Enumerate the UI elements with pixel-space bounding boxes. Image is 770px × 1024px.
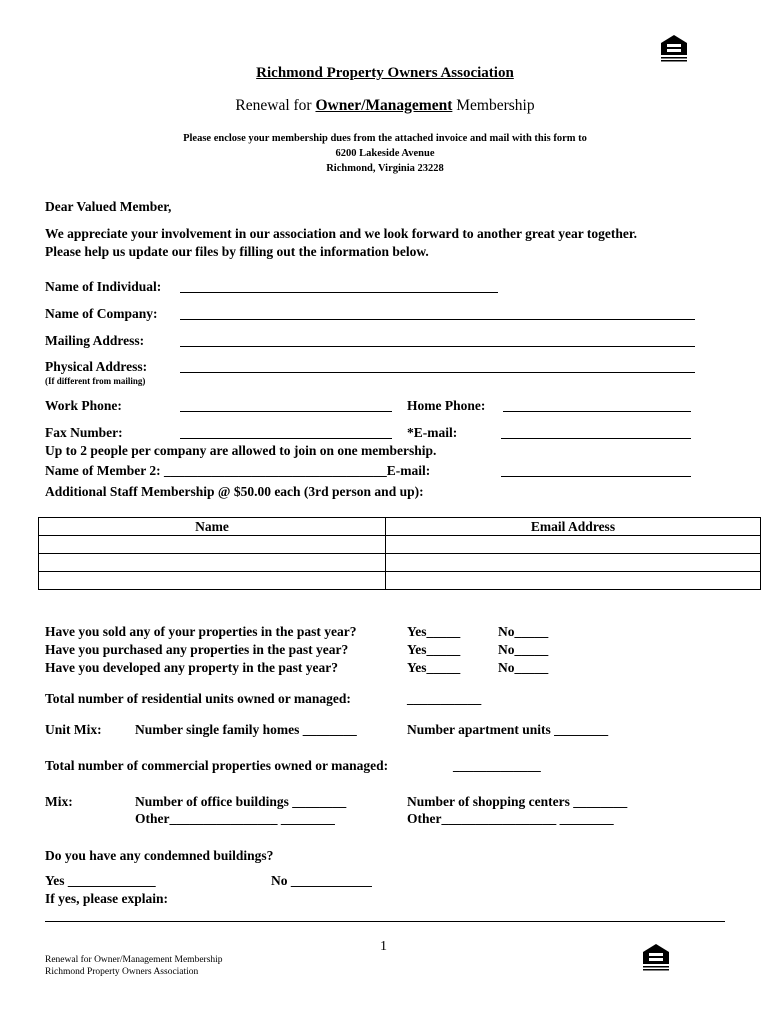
table-row: [39, 572, 761, 590]
address-line2: Richmond, Virginia 23228: [326, 163, 444, 174]
footer-line2: Richmond Property Owners Association: [45, 967, 199, 977]
apartment-units-field[interactable]: Number apartment units ________: [407, 722, 609, 737]
single-family-field[interactable]: Number single family homes ________: [135, 722, 357, 737]
question-developed-no[interactable]: No_____: [498, 660, 549, 675]
name-column-header: Name: [39, 518, 386, 536]
table-header-row: [39, 518, 761, 536]
equal-housing-logo: [658, 33, 690, 63]
mailing-address-field[interactable]: [180, 346, 695, 347]
mailing-address-label: Mailing Address:: [45, 333, 145, 348]
additional-staff-label: Additional Staff Membership @ $50.00 each (3rd person and up):: [45, 484, 424, 499]
member2-email-field[interactable]: [501, 476, 691, 477]
email-label: *E-mail:: [407, 425, 458, 440]
question-purchased-no[interactable]: No_____: [498, 642, 549, 657]
staff-table: [38, 517, 761, 590]
up-to-note: Up to 2 people per company are allowed to join on one membership.: [45, 443, 437, 458]
total-residential-label: Total number of residential units owned or managed:: [45, 691, 351, 706]
name-individual-label: Name of Individual:: [45, 279, 162, 294]
total-commercial-field[interactable]: _____________: [453, 758, 541, 773]
letter-para2: Please help us update our files by filling out the information below.: [45, 244, 429, 259]
member2-label: Name of Member 2: _________________________________E-mail:: [45, 463, 431, 478]
fax-number-label: Fax Number:: [45, 425, 123, 440]
total-commercial-label: Total number of commercial properties owned or managed:: [45, 758, 389, 773]
home-phone-label: Home Phone:: [407, 398, 486, 413]
instructions: Please enclose your membership dues from the attached invoice and mail with this form to: [183, 133, 587, 144]
equal-housing-logo-footer: [640, 942, 672, 972]
physical-address-label: Physical Address:: [45, 359, 148, 374]
table-row: [39, 554, 761, 572]
letter-para1: We appreciate your involvement in our association and we look forward to another great year together.: [45, 226, 637, 241]
condemned-question: Do you have any condemned buildings?: [45, 848, 274, 863]
table-cell-email[interactable]: [386, 536, 761, 554]
explain-label: If yes, please explain:: [45, 891, 168, 906]
table-cell-name[interactable]: [39, 536, 386, 554]
greeting: Dear Valued Member,: [45, 199, 172, 214]
email-field[interactable]: [501, 438, 691, 439]
table-cell-email[interactable]: [386, 572, 761, 590]
home-phone-field[interactable]: [503, 411, 691, 412]
question-developed-yes[interactable]: Yes_____: [407, 660, 461, 675]
condemned-yes[interactable]: Yes _____________: [45, 873, 156, 888]
address-line1: 6200 Lakeside Avenue: [335, 148, 435, 159]
table-cell-name[interactable]: [39, 572, 386, 590]
explain-field[interactable]: [45, 921, 725, 922]
physical-address-note: (If different from mailing): [45, 376, 146, 386]
mix-label: Mix:: [45, 794, 73, 809]
name-company-field[interactable]: [180, 319, 695, 320]
question-sold: Have you sold any of your properties in the past year?: [45, 624, 357, 639]
work-phone-label: Work Phone:: [45, 398, 122, 413]
condemned-no[interactable]: No ____________: [271, 873, 372, 888]
work-phone-field[interactable]: [180, 411, 392, 412]
other1-field[interactable]: Other________________ ________: [135, 811, 335, 826]
question-purchased-yes[interactable]: Yes_____: [407, 642, 461, 657]
renewal-emphasis: Owner/Management: [315, 97, 453, 114]
table-cell-name[interactable]: [39, 554, 386, 572]
org-title: Richmond Property Owners Association: [256, 65, 514, 81]
name-company-label: Name of Company:: [45, 306, 158, 321]
question-sold-yes[interactable]: Yes_____: [407, 624, 461, 639]
email-column-header: Email Address: [386, 518, 761, 536]
physical-address-field[interactable]: [180, 372, 695, 373]
question-sold-no[interactable]: No_____: [498, 624, 549, 639]
other2-field[interactable]: Other_________________ ________: [407, 811, 614, 826]
renewal-title: [0, 97, 770, 115]
office-buildings-field[interactable]: Number of office buildings ________: [135, 794, 347, 809]
page-number: 1: [380, 939, 387, 954]
question-purchased: Have you purchased any properties in the past year?: [45, 642, 349, 657]
footer-line1: Renewal for Owner/Management Membership: [45, 955, 223, 965]
table-cell-email[interactable]: [386, 554, 761, 572]
renewal-suffix: Membership: [452, 97, 535, 114]
name-individual-field[interactable]: [180, 292, 498, 293]
fax-number-field[interactable]: [180, 438, 392, 439]
question-developed: Have you developed any property in the past year?: [45, 660, 338, 675]
table-row: [39, 536, 761, 554]
total-residential-field[interactable]: ___________: [407, 691, 482, 706]
shopping-centers-field[interactable]: Number of shopping centers ________: [407, 794, 628, 809]
unit-mix-label: Unit Mix:: [45, 722, 102, 737]
renewal-prefix: Renewal for: [235, 97, 316, 114]
